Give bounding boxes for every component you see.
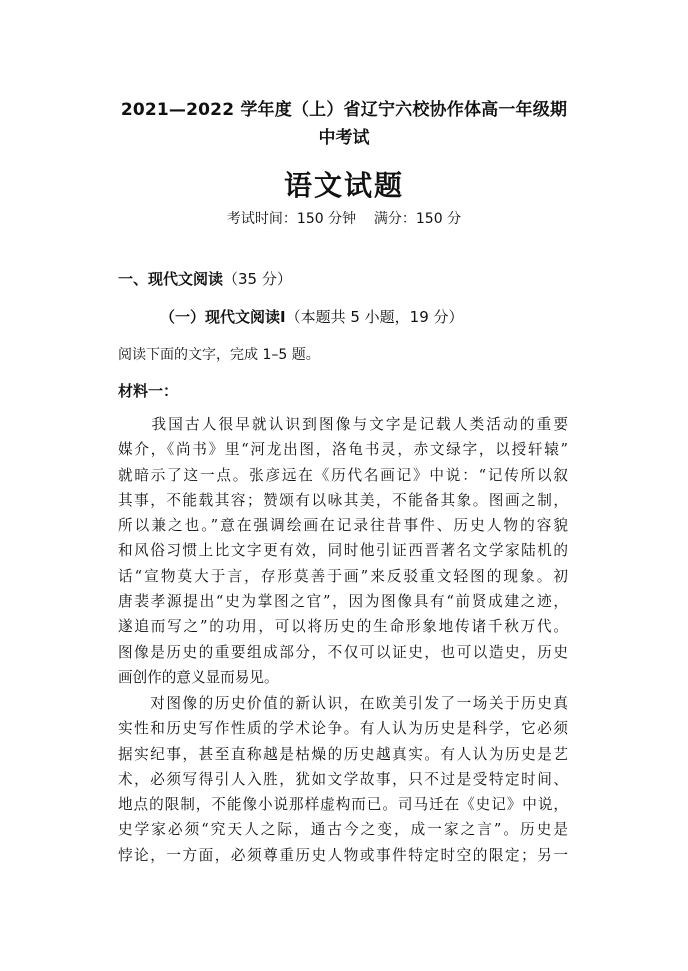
paragraph-line: 我国古人很早就认识到图像与文字是记载人类活动的重要 [118, 416, 568, 433]
paragraph-line: 图像是历史的重要组成部分，不仅可以证史，也可以造史，历史 [118, 643, 568, 661]
paragraph-line: 和风俗习惯上比文字更有效，同时他引证西晋著名文学家陆机的 [118, 542, 568, 560]
paragraph-line: 实性和历史写作性质的学术论争。有人认为历史是科学，它必须 [118, 720, 568, 738]
exam-title-line2: 中考试 [318, 128, 370, 148]
material-label: 材料一： [118, 382, 179, 400]
exam-title-line1: 2021—2022 学年度（上）省辽宁六校协作体高一年级期 [120, 100, 568, 120]
paragraph-2 [118, 691, 568, 868]
subsection-note: （本题共 5 小题，19 分） [285, 308, 464, 326]
paragraph-line: 画创作的意义显而易见。 [118, 668, 279, 686]
subject-title: 语文试题 [283, 169, 404, 202]
paragraph-line: 媒介，《尚书》里“河龙出图，洛龟书灵，赤文绿字，以授轩辕” [118, 441, 568, 459]
subsection-title: （一）现代文阅读Ⅰ [160, 308, 286, 326]
exam-meta: 考试时间：150 分钟 满分：150 分 [226, 211, 462, 227]
reading-instruction: 阅读下面的文字，完成 1–5 题。 [118, 347, 320, 363]
section-title: 一、现代文阅读 [118, 270, 224, 288]
paragraph-1 [118, 412, 568, 690]
paragraph-line: 据实纪事，甚至直称越是枯燥的历史越真实。有人认为历史是艺 [118, 745, 568, 763]
paragraph-line: 地点的限制，不能像小说那样虚构而已。司马迁在《史记》中说， [118, 796, 568, 814]
paragraph-line: 就暗示了这一点。张彦远在《历代名画记》中说：“记传所以叙 [118, 466, 568, 484]
section-score: （35 分） [223, 270, 292, 288]
paragraph-line: 话“宣物莫大于言，存形莫善于画”来反驳重文轻图的现象。初 [118, 567, 568, 585]
paragraph-line: 所以兼之也。”意在强调绘画在记录往昔事件、历史人物的容貌 [118, 517, 568, 535]
paragraph-line: 其事，不能载其容；赞颂有以咏其美，不能备其象。图画之制， [118, 491, 568, 509]
subsection-heading [160, 306, 464, 328]
paragraph-line: 悖论，一方面，必须尊重历史人物或事件特定时空的限定；另一 [118, 846, 568, 864]
section-heading [118, 268, 292, 290]
paragraph-line: 唐裴孝源提出“史为掌图之官”，因为图像具有“前贤成建之迹， [118, 593, 568, 611]
paragraph-line: 对图像的历史价值的新认识，在欧美引发了一场关于历史真 [118, 695, 568, 712]
paragraph-line: 术，必须写得引人入胜，犹如文学故事，只不过是受特定时间、 [118, 770, 568, 788]
paragraph-line: 遂追而写之”的功用，可以将历史的生命形象地传诸千秋万代。 [118, 618, 568, 636]
paragraph-line: 史学家必须“究天人之际，通古今之变，成一家之言”。历史是 [118, 821, 568, 839]
